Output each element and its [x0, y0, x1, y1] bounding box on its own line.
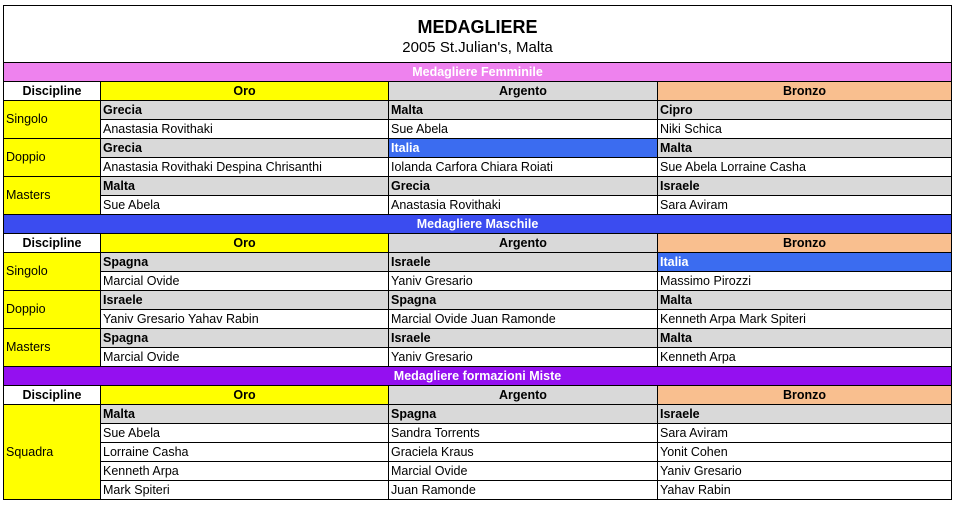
athlete-row [4, 272, 952, 291]
country-row [4, 329, 952, 348]
athlete-row [4, 158, 952, 177]
bronze-country: Israele [658, 177, 952, 196]
header-row [4, 234, 952, 253]
bronze-country: Cipro [658, 101, 952, 120]
section-title: Medagliere formazioni Miste [4, 367, 952, 386]
gold-country: Malta [101, 405, 389, 424]
bronze-athlete: Kenneth Arpa [658, 348, 952, 367]
silver-country: Grecia [389, 177, 658, 196]
athlete-row [4, 481, 952, 500]
section-band-femminile [4, 63, 952, 82]
col-header-argento: Argento [389, 82, 658, 101]
athlete-row [4, 348, 952, 367]
silver-country: Spagna [389, 405, 658, 424]
gold-athlete: Sue Abela [101, 196, 389, 215]
gold-athlete: Kenneth Arpa [101, 462, 389, 481]
page-title: MEDAGLIERE [417, 16, 538, 37]
silver-country: Spagna [389, 291, 658, 310]
country-row [4, 139, 952, 158]
col-header-oro: Oro [101, 386, 389, 405]
bronze-country: Malta [658, 329, 952, 348]
discipline-cell: Squadra [4, 405, 101, 500]
gold-athlete: Marcial Ovide [101, 272, 389, 291]
country-row [4, 253, 952, 272]
bronze-athlete: Sara Aviram [658, 424, 952, 443]
athlete-row [4, 462, 952, 481]
silver-country: Israele [389, 253, 658, 272]
col-header-argento: Argento [389, 386, 658, 405]
bronze-country: Israele [658, 405, 952, 424]
header-row [4, 386, 952, 405]
athlete-row [4, 196, 952, 215]
gold-athlete: Mark Spiteri [101, 481, 389, 500]
country-row [4, 291, 952, 310]
col-header-oro: Oro [101, 82, 389, 101]
gold-country: Israele [101, 291, 389, 310]
discipline-cell: Singolo [4, 253, 101, 291]
bronze-athlete: Yahav Rabin [658, 481, 952, 500]
discipline-cell: Doppio [4, 291, 101, 329]
title-row [4, 6, 952, 63]
silver-athlete: Iolanda Carfora Chiara Roiati [389, 158, 658, 177]
col-header-discipline: Discipline [4, 82, 101, 101]
bronze-country: Malta [658, 139, 952, 158]
silver-athlete: Yaniv Gresario [389, 272, 658, 291]
bronze-athlete: Sue Abela Lorraine Casha [658, 158, 952, 177]
gold-country: Malta [101, 177, 389, 196]
gold-athlete: Marcial Ovide [101, 348, 389, 367]
discipline-cell: Masters [4, 329, 101, 367]
col-header-bronzo: Bronzo [658, 234, 952, 253]
bronze-country: Italia [658, 253, 952, 272]
section-band-maschile [4, 215, 952, 234]
col-header-discipline: Discipline [4, 386, 101, 405]
discipline-cell: Singolo [4, 101, 101, 139]
athlete-row [4, 424, 952, 443]
gold-athlete: Anastasia Rovithaki [101, 120, 389, 139]
bronze-athlete: Massimo Pirozzi [658, 272, 952, 291]
silver-athlete: Sue Abela [389, 120, 658, 139]
country-row [4, 405, 952, 424]
gold-athlete: Anastasia Rovithaki Despina Chrisanthi [101, 158, 389, 177]
header-row [4, 82, 952, 101]
title-cell [4, 6, 952, 63]
country-row [4, 101, 952, 120]
gold-athlete: Lorraine Casha [101, 443, 389, 462]
bronze-athlete: Sara Aviram [658, 196, 952, 215]
bronze-athlete: Kenneth Arpa Mark Spiteri [658, 310, 952, 329]
section-band-miste [4, 367, 952, 386]
col-header-oro: Oro [101, 234, 389, 253]
silver-athlete: Yaniv Gresario [389, 348, 658, 367]
section-title: Medagliere Femminile [4, 63, 952, 82]
gold-country: Spagna [101, 253, 389, 272]
gold-country: Grecia [101, 139, 389, 158]
gold-athlete: Sue Abela [101, 424, 389, 443]
gold-country: Spagna [101, 329, 389, 348]
silver-athlete: Juan Ramonde [389, 481, 658, 500]
col-header-argento: Argento [389, 234, 658, 253]
gold-country: Grecia [101, 101, 389, 120]
discipline-cell: Masters [4, 177, 101, 215]
silver-country: Israele [389, 329, 658, 348]
bronze-athlete: Yonit Cohen [658, 443, 952, 462]
col-header-bronzo: Bronzo [658, 82, 952, 101]
silver-country: Malta [389, 101, 658, 120]
silver-country: Italia [389, 139, 658, 158]
bronze-athlete: Niki Schica [658, 120, 952, 139]
col-header-bronzo: Bronzo [658, 386, 952, 405]
section-title: Medagliere Maschile [4, 215, 952, 234]
page-subtitle: 2005 St.Julian's, Malta [402, 38, 553, 56]
bronze-country: Malta [658, 291, 952, 310]
athlete-row [4, 120, 952, 139]
medal-table [3, 5, 952, 500]
gold-athlete: Yaniv Gresario Yahav Rabin [101, 310, 389, 329]
silver-athlete: Anastasia Rovithaki [389, 196, 658, 215]
col-header-discipline: Discipline [4, 234, 101, 253]
silver-athlete: Marcial Ovide [389, 462, 658, 481]
silver-athlete: Marcial Ovide Juan Ramonde [389, 310, 658, 329]
country-row [4, 177, 952, 196]
discipline-cell: Doppio [4, 139, 101, 177]
medal-table-sheet [3, 5, 951, 500]
silver-athlete: Graciela Kraus [389, 443, 658, 462]
silver-athlete: Sandra Torrents [389, 424, 658, 443]
athlete-row [4, 443, 952, 462]
bronze-athlete: Yaniv Gresario [658, 462, 952, 481]
athlete-row [4, 310, 952, 329]
